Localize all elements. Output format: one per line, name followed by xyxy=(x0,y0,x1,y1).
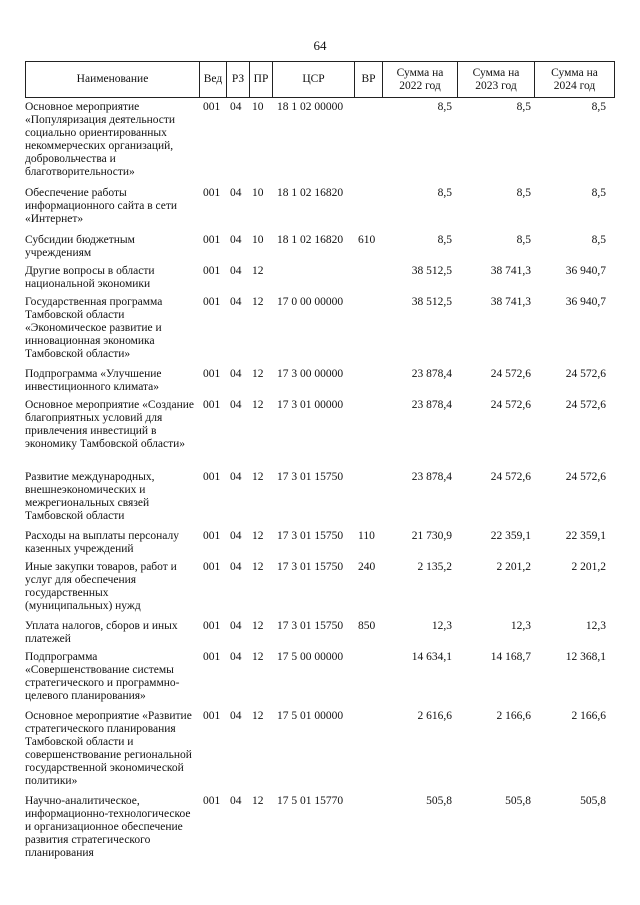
cell-s2023: 22 359,1 xyxy=(490,530,531,542)
budget-table xyxy=(25,61,615,859)
cell-name: Уплата налогов, сборов и иных платежей xyxy=(25,620,178,645)
cell-csr: 17 5 01 00000 xyxy=(277,710,344,722)
cell-s2024: 22 359,1 xyxy=(565,530,606,542)
cell-vr: 110 xyxy=(358,530,375,542)
cell-csr: 17 0 00 00000 xyxy=(277,296,344,308)
cell-rz: 04 xyxy=(230,530,242,542)
cell-pr: 12 xyxy=(252,368,264,380)
cell-s2024: 8,5 xyxy=(591,187,606,199)
cell-s2023: 24 572,6 xyxy=(490,368,531,380)
cell-ved: 001 xyxy=(203,530,221,542)
cell-rz: 04 xyxy=(230,234,242,246)
cell-rz: 04 xyxy=(230,187,242,199)
cell-s2024: 24 572,6 xyxy=(565,399,606,411)
cell-rz: 04 xyxy=(230,561,242,573)
cell-s2022: 12,3 xyxy=(431,620,452,632)
cell-csr: 18 1 02 00000 xyxy=(277,101,344,113)
header-pr: ПР xyxy=(249,62,272,97)
cell-s2024: 8,5 xyxy=(591,234,606,246)
cell-pr: 10 xyxy=(252,187,264,199)
cell-ved: 001 xyxy=(203,265,221,277)
header-sum-2023: Сумма на 2023 год xyxy=(457,62,534,97)
cell-vr: 610 xyxy=(358,234,376,246)
cell-s2023: 12,3 xyxy=(510,620,531,632)
cell-s2024: 2 201,2 xyxy=(571,561,606,573)
cell-name: Государственная программа Тамбовской области «Экономическое развитие и инновационная экономика Тамбовской области» xyxy=(25,296,163,360)
cell-s2022: 8,5 xyxy=(437,234,452,246)
cell-s2023: 8,5 xyxy=(516,234,531,246)
cell-s2023: 24 572,6 xyxy=(490,471,531,483)
cell-s2024: 24 572,6 xyxy=(565,471,606,483)
cell-ved: 001 xyxy=(203,234,221,246)
cell-s2023: 8,5 xyxy=(516,187,531,199)
cell-rz: 04 xyxy=(230,710,242,722)
cell-ved: 001 xyxy=(203,561,221,573)
cell-name: Подпрограмма «Совершенствование системы стратегического и программно-целевого планирования» xyxy=(25,651,180,702)
header-sum-2022: Сумма на 2022 год xyxy=(382,62,457,97)
cell-name: Развитие международных, внешнеэкономических и межрегиональных связей Тамбовской области xyxy=(25,471,155,522)
cell-s2024: 36 940,7 xyxy=(565,265,606,277)
cell-name: Обеспечение работы информационного сайта в сети «Интернет» xyxy=(25,187,178,225)
cell-ved: 001 xyxy=(203,101,221,113)
cell-s2024: 8,5 xyxy=(591,101,606,113)
cell-pr: 12 xyxy=(252,399,264,411)
cell-pr: 12 xyxy=(252,530,264,542)
cell-name: Субсидии бюджетным учреждениям xyxy=(25,234,135,259)
cell-ved: 001 xyxy=(203,399,221,411)
cell-s2023: 505,8 xyxy=(505,795,531,807)
cell-s2022: 2 135,2 xyxy=(417,561,452,573)
cell-pr: 12 xyxy=(252,296,264,308)
cell-s2022: 38 512,5 xyxy=(411,296,452,308)
cell-pr: 12 xyxy=(252,795,264,807)
cell-rz: 04 xyxy=(230,651,242,663)
cell-ved: 001 xyxy=(203,795,221,807)
cell-name: Другие вопросы в области национальной экономики xyxy=(25,265,155,290)
cell-csr: 17 3 01 00000 xyxy=(277,399,344,411)
cell-rz: 04 xyxy=(230,101,242,113)
cell-s2022: 2 616,6 xyxy=(417,710,452,722)
cell-s2023: 38 741,3 xyxy=(490,265,531,277)
cell-ved: 001 xyxy=(203,710,221,722)
cell-ved: 001 xyxy=(203,187,221,199)
header-name: Наименование xyxy=(25,62,199,97)
header-ved: Вед xyxy=(199,62,226,97)
cell-s2023: 2 201,2 xyxy=(496,561,531,573)
cell-s2022: 23 878,4 xyxy=(411,471,452,483)
cell-csr: 17 3 01 15750 xyxy=(277,620,344,632)
page-number: 64 xyxy=(313,38,327,53)
cell-s2022: 8,5 xyxy=(437,187,452,199)
cell-pr: 10 xyxy=(252,101,264,113)
cell-vr: 240 xyxy=(358,561,376,573)
cell-rz: 04 xyxy=(230,795,242,807)
cell-s2022: 21 730,9 xyxy=(411,530,452,542)
cell-csr: 17 3 00 00000 xyxy=(277,368,344,380)
cell-csr: 17 5 01 15770 xyxy=(277,795,344,807)
cell-csr: 17 3 01 15750 xyxy=(277,471,344,483)
cell-rz: 04 xyxy=(230,265,242,277)
cell-rz: 04 xyxy=(230,368,242,380)
cell-s2024: 505,8 xyxy=(580,795,606,807)
cell-rz: 04 xyxy=(230,471,242,483)
cell-name: Основное мероприятие «Популяризация деятельности социально ориентированных некоммерческих организаций, добровольчества и благотворительности» xyxy=(25,101,176,178)
cell-csr: 17 3 01 15750 xyxy=(277,561,344,573)
cell-name: Расходы на выплаты персоналу казенных учреждений xyxy=(25,530,179,555)
cell-s2023: 14 168,7 xyxy=(490,651,531,663)
cell-s2022: 23 878,4 xyxy=(411,368,452,380)
cell-s2022: 14 634,1 xyxy=(411,651,452,663)
cell-ved: 001 xyxy=(203,651,221,663)
cell-csr: 17 3 01 15750 xyxy=(277,530,344,542)
cell-ved: 001 xyxy=(203,471,221,483)
cell-s2024: 12 368,1 xyxy=(565,651,606,663)
cell-name: Основное мероприятие «Создание благоприятных условий для привлечения инвестиций в экономику Тамбовской области» xyxy=(25,399,195,450)
cell-ved: 001 xyxy=(203,620,221,632)
cell-s2024: 12,3 xyxy=(585,620,606,632)
cell-name: Подпрограмма «Улучшение инвестиционного климата» xyxy=(25,368,162,393)
header-vr: ВР xyxy=(354,62,382,97)
cell-pr: 12 xyxy=(252,265,264,277)
cell-pr: 12 xyxy=(252,620,264,632)
cell-s2023: 24 572,6 xyxy=(490,399,531,411)
cell-pr: 10 xyxy=(252,234,264,246)
cell-csr: 18 1 02 16820 xyxy=(277,187,344,199)
header-sum-2024: Сумма на 2024 год xyxy=(534,62,615,97)
cell-name: Иные закупки товаров, работ и услуг для обеспечения государственных (муниципальных) нужд xyxy=(25,561,177,612)
cell-pr: 12 xyxy=(252,471,264,483)
cell-s2024: 36 940,7 xyxy=(565,296,606,308)
header-csr: ЦСР xyxy=(272,62,354,97)
header-rz: РЗ xyxy=(226,62,249,97)
cell-csr: 17 5 00 00000 xyxy=(277,651,344,663)
cell-ved: 001 xyxy=(203,368,221,380)
cell-rz: 04 xyxy=(230,620,242,632)
cell-pr: 12 xyxy=(252,651,264,663)
cell-s2024: 2 166,6 xyxy=(571,710,606,722)
cell-s2022: 505,8 xyxy=(426,795,452,807)
cell-pr: 12 xyxy=(252,710,264,722)
cell-s2022: 23 878,4 xyxy=(411,399,452,411)
cell-pr: 12 xyxy=(252,561,264,573)
cell-s2023: 8,5 xyxy=(516,101,531,113)
table-header xyxy=(25,61,615,98)
cell-name: Научно-аналитическое, информационно-технологическое и организационное обеспечение развития стратегического планирования xyxy=(25,795,191,859)
cell-s2023: 38 741,3 xyxy=(490,296,531,308)
cell-vr: 850 xyxy=(358,620,376,632)
cell-csr: 18 1 02 16820 xyxy=(277,234,344,246)
cell-s2024: 24 572,6 xyxy=(565,368,606,380)
cell-s2022: 38 512,5 xyxy=(411,265,452,277)
cell-ved: 001 xyxy=(203,296,221,308)
cell-s2022: 8,5 xyxy=(437,101,452,113)
cell-s2023: 2 166,6 xyxy=(496,710,531,722)
cell-rz: 04 xyxy=(230,296,242,308)
cell-rz: 04 xyxy=(230,399,242,411)
cell-name: Основное мероприятие «Развитие стратегического планирования Тамбовской области и совершенствование региональной государственной экономической политики» xyxy=(25,710,192,787)
